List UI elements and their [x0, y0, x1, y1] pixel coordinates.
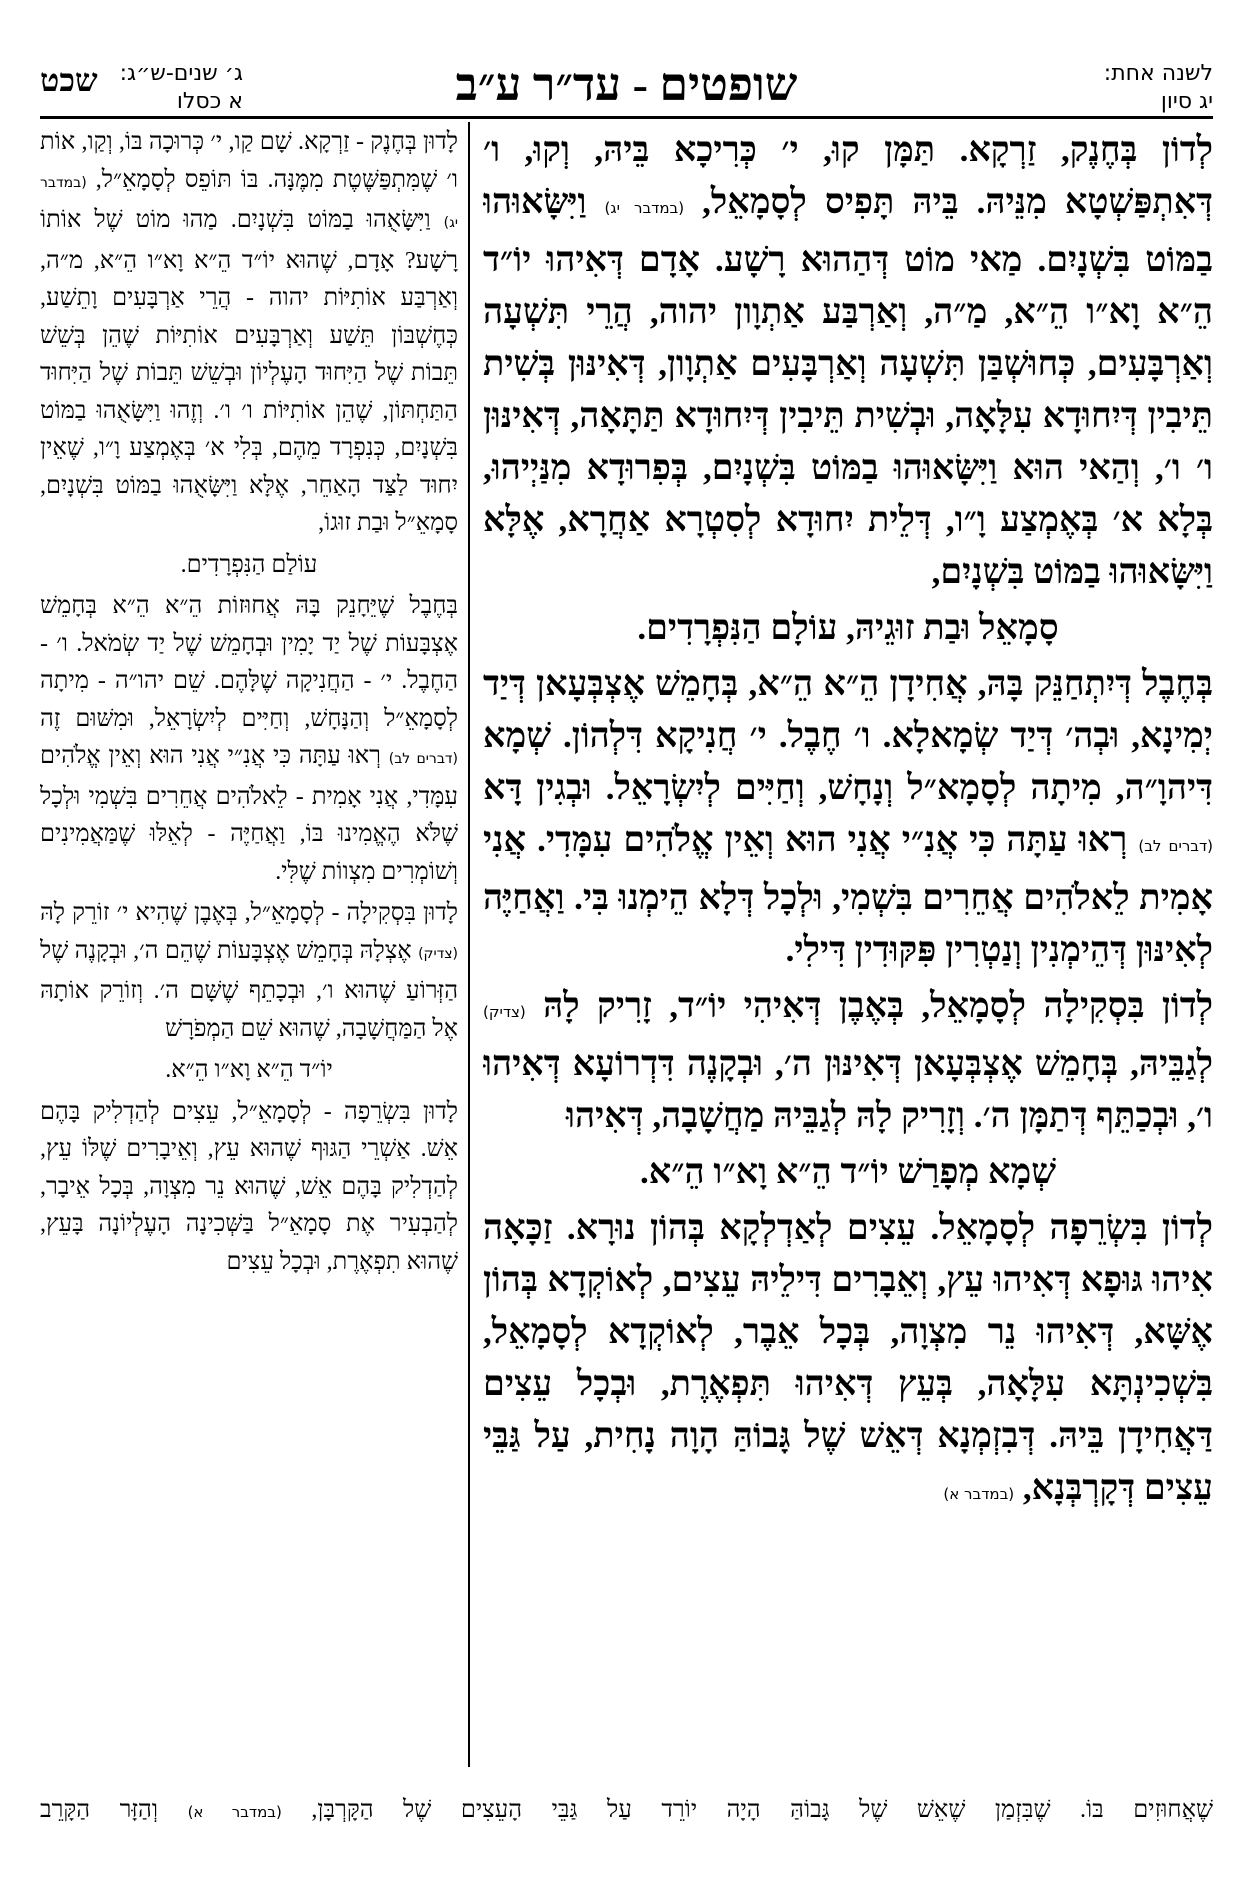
page-title: שופטים - עד״ר ע״ב	[455, 59, 798, 110]
paragraph	[483, 658, 1213, 976]
text: לְדוֹן בִּסְקִילָה לְסָמָאֵל, בְּאֶבֶן דְּאִיהִי יוֹ״ד, זָרִיק לָהּ	[543, 986, 1213, 1025]
text: בְּחֶבֶל שֶׁיֵּחָנֵק בָּהּ אֲחוּזוֹת הֵ״א הֵ״א בְּחָמֵשׁ אֶצְבָּעוֹת שֶׁל יַד יָמִין וּבְחָמֵשׁ שֶׁל יַד שְׂמֹאל. ו׳ - הַחֶבֶל. י׳ - הַחֲנִיקָה שֶׁלָּהֶם. שֵׁם יהו״ה - מִיתָה לְסָמָאֵ״ל וְהַנָּחָשׁ, וְחַיִּים לְיִשְׂרָאֵל, וּמִשּׁוּם זֶה	[40, 593, 458, 732]
paragraph	[40, 1094, 458, 1282]
text: רְאוּ עַתָּה כִּי אֲנִ״י אֲנִי הוּא וְאֵין אֱלֹהִים עִמָּדִי, אֲנִי אָמִית - לֵאלֹהִים אֲחֵרִים בִּשְׁמִי וּלְכָל שֶׁלֹּא הֶאֱמִינוּ בּוֹ, וַאֲחַיֶּה - לְאֵלּוּ שֶׁמַּאֲמִינִים וְשׁוֹמְרִים מִצְווֹת שֶׁלִּי.	[40, 743, 458, 885]
paragraph-closing-line: עוֹלַם הַנִּפְרָדִים.	[180, 551, 318, 578]
text: וַיִּשָּׂאֻהוּ בַמּוֹט בִּשְׁנָיִם. מַהוּ מוֹט שֶׁל אוֹתוֹ רָשָׁע? אָדָם, שֶׁהוּא יוֹ״ד הֵ״א וָא״ו הֵ״א, מ״ה, וְאַרְבַּע אוֹתִיּוֹת יהוה - הֲרֵי אַרְבָּעִים וָתֵשַׁע, כְּחֶשְׁבּוֹן תֵּשַׁע וְאַרְבָּעִים אוֹתִיּוֹת שֶׁהֵן בְּשֵׁשׁ תֵּבוֹת שֶׁל הַיִּחוּד הָעֶלְיוֹן וּבְשֵׁשׁ תֵּבוֹת שֶׁל הַיִּחוּד הַתַּחְתּוֹן, שֶׁהֵן אוֹתִיּוֹת ו׳ ו׳. וְזֶהוּ וַיִּשָּׂאֻהוּ בַמּוֹט בִּשְׁנָיִם, כְּנִפְרָד מֵהֶם, בְּלִי א׳ בְּאֶמְצַע וָ״ו, שֶׁאֵין יִחוּד לַצַּד הָאַחֵר, אֶלָּא וַיִּשָּׂאֻהוּ בַמּוֹט בִּשְׁנָיִם, סָמָאֵ״ל וּבַת זוּגוֹ,	[40, 207, 458, 536]
verse-reference: (במדבר א)	[943, 1485, 1015, 1503]
footer-continuation-line	[40, 1790, 1213, 1834]
text: רְאוּ עַתָּה כִּי אֲנִ״י אֲנִי הוּא וְאֵין אֱלֹהִים עִמָּדִי. אֲנִי אָמִית לֵאלֹהִים אֲחֵרִים בִּשְׁמִי, וּלְכָל דְּלָא הֵימְנוּ בִּי. וַאֲחַיֶּה לְאִינּוּן דְּהֵימְנִין וְנַטְרִין פִּקּוּדִין דִּילִי.	[483, 820, 1213, 969]
schedule-dates	[120, 60, 243, 116]
text: לְגַבֵּיהּ, בְּחָמֵשׁ אֶצְבְּעָאן דְּאִינּוּן ה׳, וּבְקָנֶה דִּדְרוֹעָא דְּאִיהוּ ו׳, וּבְכַתֵּף דְּתַמָּן ה׳. וְזָרִיק לָהּ לְגַבֵּיהּ מַחֲשָׁבָה, דְּאִיהוּ	[483, 1044, 1213, 1135]
text: לָדוּן בְּחֶנֶק - זַרְקָא. שָׁם קַו, י׳ כְּרוּכָה בּוֹ, וְקַו, אוֹת ו׳ שֶׁמִּתְפַּשֶּׁטֶת מִמֶּנָּה. בּוֹ תּוֹפֵס לְסָמָאֵ״ל,	[40, 129, 458, 193]
text: לָדוּן בִּסְקִילָה - לְסָמָאֵ״ל, בְּאֶבֶן שֶׁהִיא י׳ זוֹרֵק לָהּ	[40, 900, 458, 926]
column-divider	[468, 122, 470, 1767]
verse-reference: (דברים לב)	[1138, 837, 1213, 855]
paragraph	[483, 1202, 1213, 1520]
paragraph	[40, 895, 458, 1048]
text: אֶצְלָהּ בְּחָמֵשׁ אֶצְבָּעוֹת שֶׁהֵם ה׳, וּבְקָנֶה שֶׁל הַזְּרוֹעַ שֶׁהוּא ו׳, וּבְכָתֵף שֶׁשָּׁם ה׳. וְזוֹרֵק אוֹתָהּ אֶל הַמַּחֲשָׁבָה, שֶׁהוּא שֵׁם הַמְפֹרָשׁ	[40, 937, 458, 1042]
text: וַיִּשָּׂאוּהוּ בַמּוֹט בִּשְׁנָיִם. מַאי מוֹט דְּהַהוּא רָשָׁע. אָדָם דְּאִיהוּ יוֹ״ד הֵ״א וָא״ו הֵ״א, מַ״ה, וְאַרְבַּע אַתְוָון יהוה, הֲרֵי תִּשְׁעָה וְאַרְבָּעִים, כְּחוּשְׁבַּן תִּשְׁעָה וְאַרְבָּעִים אַתְוָון, דְּאִינּוּן בְּשִׁית תֵּיבִין דְּיִחוּדָא עִלָּאָה, וּבְשִׁית תֵּיבִין דְּיִחוּדָא תַּתָּאָה, דְּאִינּוּן ו׳ ו׳, וְהַאי הוּא וַיִּשָּׂאוּהוּ בַמּוֹט בִּשְׁנָיִם, בְּפִרוּדָא מִנַּיְיהוּ, בְּלָא א׳ בְּאֶמְצַע וָ״ו, דְּלֵית יִחוּדָא לְסִטְרָא אַחֲרָא, אֶלָּא וַיִּשָּׂאוּהוּ בַמּוֹט בִּשְׁנָיִם,	[483, 182, 1213, 591]
paragraph	[483, 980, 1213, 1142]
text: שֶׁאֲחוּזִים בּוֹ. שֶׁבִּזְמַן שֶׁאֵשׁ שֶׁל גָּבוֹהַּ הָיָה יוֹרֵד עַל גַּבֵּי הָעֵצִים שֶׁל הַקָּרְבָּן,	[311, 1797, 1213, 1823]
paragraph	[40, 124, 458, 543]
paragraph-closing-line: יוֹ״ד הֵ״א וָא״ו הֵ״א.	[165, 1057, 333, 1083]
header-divider	[40, 116, 1213, 119]
text: לְדוֹן בְּחֶנֶק, זַרְקָא. תַּמָּן קוּ, י׳ כְּרִיכָא בֵּיהּ, וְקוּ, ו׳ דְּאִתְפַּשְׁטָא מִנֵּיהּ. בֵּיהּ תָּפִיס לְסָמָאֵל,	[483, 130, 1213, 221]
study-schedule-three-years	[40, 60, 243, 116]
text: וְהַזָּר הַקָּרֵב	[40, 1797, 158, 1823]
verse-reference: (צדיק)	[418, 945, 458, 962]
paragraph-closing-line: שְׁמָא מְפָרַשׁ יוֹ״ד הֵ״א וָא״ו הֵ״א.	[639, 1152, 1056, 1191]
schedule-label: ג׳ שנים-ש״ג:	[119, 61, 243, 86]
page-header	[0, 0, 1253, 120]
text: לְדוֹן בִּשְׂרֵפָה לְסָמָאֵל. עֵצִים לְאַדְלְקָא בְּהוֹן נוּרָא. זַכָּאָה אִיהוּ גּוּפָא דְּאִיהוּ עֵץ, וְאֵבָרִים דִּילֵיהּ עֵצִים, לְאוֹקְדָא בְּהוֹן אֶשָּׁא, דְּאִיהוּ נֵר מִצְוָה, בְּכָל אֵבֶר, לְאוֹקְדָא לְסָמָאֵל, בִּשְׁכִינְתָּא עִלָּאָה, בְּעֵץ דְּאִיהוּ תִּפְאֶרֶת, וּבְכָל עֵצִים דַּאֲחִידָן בֵּיהּ. דְּבִזְמְנָא דְּאֵשׁ שֶׁל גָּבוֹהַּ הָוָה נָחִית, עַל גַּבֵּי עֵצִים דְּקָרְבְּנָא,	[483, 1208, 1213, 1507]
verse-reference: (במדבר יג)	[40, 174, 458, 231]
paragraph	[483, 124, 1213, 598]
verse-reference: (במדבר א)	[187, 1803, 282, 1821]
page-number: שכט	[40, 62, 98, 98]
schedule-date: א כסלו	[176, 89, 243, 114]
paragraph	[40, 588, 458, 891]
paragraph-closing-line: סָמָאֵל וּבַת זוּגֵיהּ, עוֹלָם הַנִּפְרָדִים.	[637, 608, 1059, 647]
text: בְּחֶבֶל דְּיִתְחַנֵּק בָּהּ, אֲחִידָן הֵ״א הֵ״א, בְּחָמֵשׁ אֶצְבְּעָאן דְּיַד יְמִינָא, וּבְה׳ דְּיַד שְׂמָאלָא. ו׳ חֶבֶל. י׳ חֲנִיקָא דִּלְהוֹן. שְׁמָא דִּיהוָ״ה, מִיתָה לְסָמָא״ל וְנָחָשׁ, וְחַיִּים לְיִשְׂרָאֵל. וּבְגִין דָּא	[483, 664, 1213, 807]
schedule-date: יג סיון	[1160, 89, 1213, 114]
text: לָדוּן בִּשְׂרֵפָה - לְסָמָאֵ״ל, עֵצִים לְהַדְלִיק בָּהֶם אֵשׁ. אַשְׁרֵי הַגּוּף שֶׁהוּא עֵץ, וְאֵיבָרִים שֶׁלּוֹ עֵץ, לְהַדְלִיק בָּהֶם אֵשׁ, שֶׁהוּא נֵר מִצְוָה, בְּכָל אֵיבָר, לְהַבְעִיר אֶת סָמָאֵ״ל בַּשְּׁכִינָה הָעֶלְיוֹנָה בָּעֵץ, שֶׁהוּא תִפְאֶרֶת, וּבְכָל עֵצִים	[40, 1098, 458, 1275]
verse-reference: (במדבר יג)	[604, 199, 685, 217]
verse-reference: (דברים לב)	[388, 751, 458, 767]
schedule-label: לשנה אחת:	[1103, 61, 1213, 86]
main-text-column	[483, 124, 1213, 1774]
verse-reference: (צדיק)	[483, 1003, 526, 1021]
translation-column	[40, 124, 458, 1774]
